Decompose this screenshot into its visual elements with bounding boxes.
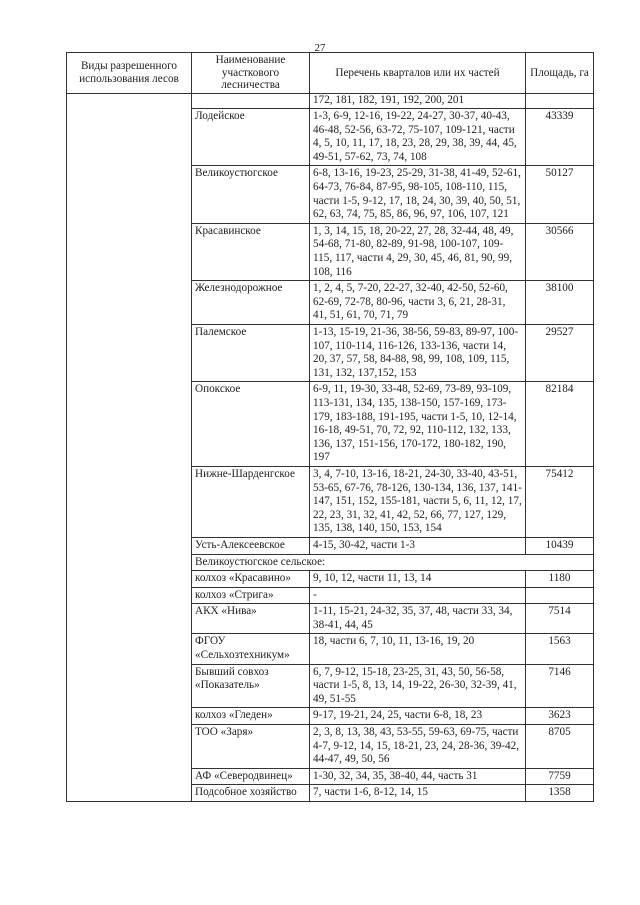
forestry-name-cell: Нижне-Шарденгское bbox=[192, 466, 310, 537]
quarters-cell: 3, 4, 7-10, 13-16, 18-21, 24-30, 33-40, 43-51, 53-65, 67-76, 78-126, 130-134, 136, 137, 141-147, 151, 152, 155-181, части 5, 6, 11, 12, 17, 22, 23, 31, 32, 41, 42, 52, 66, 77, 127, 129, 135, 138, 140, 150, 153, 154 bbox=[310, 466, 526, 537]
quarters-cell: 18, части 6, 7, 10, 11, 13-16, 19, 20 bbox=[310, 634, 526, 664]
forestry-name-cell: Великоустюгское bbox=[192, 166, 310, 223]
quarters-cell: - bbox=[310, 587, 526, 604]
table-body bbox=[67, 93, 594, 802]
page-number: 27 bbox=[314, 42, 326, 54]
forestry-name-cell: Железнодорожное bbox=[192, 281, 310, 325]
area-cell: 8705 bbox=[526, 725, 594, 769]
forestry-name-cell: колхоз «Гледен» bbox=[192, 708, 310, 725]
area-cell: 75412 bbox=[526, 466, 594, 537]
quarters-cell: 1-13, 15-19, 21-36, 38-56, 59-83, 89-97, 100-107, 110-114, 116-126, 133-136, части 14, 20, 37, 57, 58, 84-88, 98, 99, 108, 109, 115, 131, 132, 137,152, 153 bbox=[310, 325, 526, 382]
forestry-name-cell: ФГОУ «Сельхозтехникум» bbox=[192, 634, 310, 664]
area-cell: 10439 bbox=[526, 537, 594, 554]
quarters-cell: 4-15, 30-42, части 1-3 bbox=[310, 537, 526, 554]
quarters-cell: 2, 3, 8, 13, 38, 43, 53-55, 59-63, 69-75, части 4-7, 9-12, 14, 15, 18-21, 23, 24, 28-36, 39-42, 44-47, 49, 50, 56 bbox=[310, 725, 526, 769]
quarters-cell: 6, 7, 9-12, 15-18, 23-25, 31, 43, 50, 56-58, части 1-5, 8, 13, 14, 19-22, 26-30, 32-39, 41, 49, 51-55 bbox=[310, 664, 526, 708]
area-cell: 1358 bbox=[526, 785, 594, 802]
quarters-cell: 9-17, 19-21, 24, 25, части 6-8, 18, 23 bbox=[310, 708, 526, 725]
forestry-name-cell: Палемское bbox=[192, 325, 310, 382]
area-cell: 7759 bbox=[526, 768, 594, 785]
forestry-name-cell: колхоз «Стрига» bbox=[192, 587, 310, 604]
area-cell: 7514 bbox=[526, 604, 594, 634]
header-quarters: Перечень кварталов или их частей bbox=[310, 53, 526, 94]
quarters-cell: 9, 10, 12, части 11, 13, 14 bbox=[310, 571, 526, 588]
forestry-name-cell: ТОО «Заря» bbox=[192, 725, 310, 769]
forestry-name-cell: Красавинское bbox=[192, 223, 310, 280]
area-cell: 50127 bbox=[526, 166, 594, 223]
area-cell: 3623 bbox=[526, 708, 594, 725]
forestry-name-cell: Усть-Алексеевское bbox=[192, 537, 310, 554]
section-title: Великоустюгское сельское: bbox=[192, 554, 594, 571]
header-usage-type: Виды разрешенного использования лесов bbox=[67, 53, 192, 94]
forestry-name-cell: АКХ «Нива» bbox=[192, 604, 310, 634]
quarters-cell: 6-9, 11, 19-30, 33-48, 52-69, 73-89, 93-109, 113-131, 134, 135, 138-150, 157-169, 173-179, 183-188, 191-195, части 1-5, 10, 12-14, 16-18, 49-51, 70, 72, 92, 110-112, 132, 133, 136, 137, 151-156, 170-172, 180-182, 190, 197 bbox=[310, 382, 526, 467]
forestry-name-cell: колхоз «Красавино» bbox=[192, 571, 310, 588]
area-cell: 38100 bbox=[526, 281, 594, 325]
quarters-cell: 7, части 1-6, 8-12, 14, 15 bbox=[310, 785, 526, 802]
area-cell bbox=[526, 587, 594, 604]
quarters-cell: 1-3, 6-9, 12-16, 19-22, 24-27, 30-37, 40-43, 46-48, 52-56, 63-72, 75-107, 109-121, части 4, 5, 10, 11, 17, 18, 23, 28, 29, 38, 39, 44, 45, 49-51, 57-62, 73, 74, 108 bbox=[310, 109, 526, 166]
forest-quarters-table bbox=[66, 52, 594, 802]
quarters-cell: 172, 181, 182, 191, 192, 200, 201 bbox=[310, 93, 526, 109]
header-forestry-name: Наименование участкового лесничества bbox=[192, 53, 310, 94]
area-cell: 29527 bbox=[526, 325, 594, 382]
continuation-row bbox=[67, 93, 594, 109]
header-area: Площадь, га bbox=[526, 53, 594, 94]
quarters-cell: 1-30, 32, 34, 35, 38-40, 44, часть 31 bbox=[310, 768, 526, 785]
quarters-cell: 1-11, 15-21, 24-32, 35, 37, 48, части 33, 34, 38-41, 44, 45 bbox=[310, 604, 526, 634]
area-cell: 43339 bbox=[526, 109, 594, 166]
forestry-name-cell: Опокское bbox=[192, 382, 310, 467]
area-cell: 82184 bbox=[526, 382, 594, 467]
table-header-row bbox=[67, 53, 594, 94]
forestry-name-cell: Лодейское bbox=[192, 109, 310, 166]
area-cell: 30566 bbox=[526, 223, 594, 280]
area-cell bbox=[526, 93, 594, 109]
area-cell: 1180 bbox=[526, 571, 594, 588]
area-cell: 7146 bbox=[526, 664, 594, 708]
forestry-name-cell: АФ «Северодвинец» bbox=[192, 768, 310, 785]
area-cell: 1563 bbox=[526, 634, 594, 664]
forestry-name-cell: Подсобное хозяйство bbox=[192, 785, 310, 802]
quarters-cell: 1, 2, 4, 5, 7-20, 22-27, 32-40, 42-50, 52-60, 62-69, 72-78, 80-96, части 3, 6, 21, 28-31, 41, 51, 61, 70, 71, 79 bbox=[310, 281, 526, 325]
forestry-name-cell bbox=[192, 93, 310, 109]
quarters-cell: 1, 3, 14, 15, 18, 20-22, 27, 28, 32-44, 48, 49, 54-68, 71-80, 82-89, 91-98, 100-107, 109-115, 117, части 4, 29, 30, 45, 46, 81, 90, 99, 108, 116 bbox=[310, 223, 526, 280]
quarters-cell: 6-8, 13-16, 19-23, 25-29, 31-38, 41-49, 52-61, 64-73, 76-84, 87-95, 98-105, 108-110, 115, части 1-5, 9-12, 17, 18, 24, 30, 39, 40, 50, 51, 62, 63, 74, 75, 85, 86, 96, 97, 106, 107, 121 bbox=[310, 166, 526, 223]
forestry-name-cell: Бывший совхоз «Показатель» bbox=[192, 664, 310, 708]
usage-type-cell bbox=[67, 93, 192, 802]
